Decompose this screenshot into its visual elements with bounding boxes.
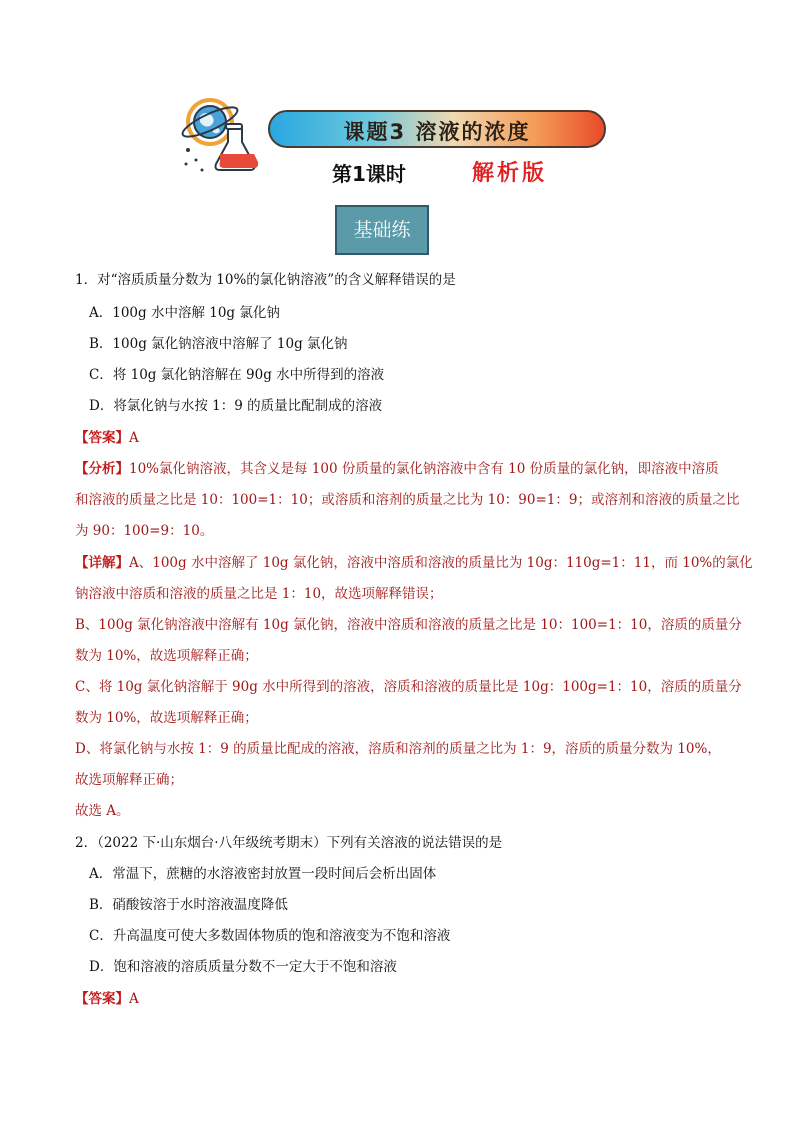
question-1-option-d: D．将氯化钠与水按 1：9 的质量比配制成的溶液	[89, 398, 383, 414]
question-2-stem: 2．（2022 下·山东烟台·八年级统考期末）下列有关溶液的说法错误的是	[75, 835, 503, 851]
question-1-option-a: A．100g 水中溶解 10g 氯化钠	[89, 305, 280, 321]
lesson-label: 第1课时	[332, 162, 406, 186]
question-1-analysis-line: 为 90：100=9：10。	[75, 523, 214, 539]
section-label-basic: 基础练	[335, 205, 429, 255]
question-1-option-c: C．将 10g 氯化钠溶解在 90g 水中所得到的溶液	[89, 367, 385, 383]
question-1-detail-line: D、将氯化钠与水按 1：9 的质量比配成的溶液，溶质和溶剂的质量之比为 1：9，溶质的质量分数为 10%，	[75, 741, 721, 757]
question-1-analysis-line	[75, 457, 719, 477]
question-1-detail-line: 故选项解释正确；	[75, 772, 183, 788]
detail-text: A、100g 水中溶解了 10g 氯化钠，溶液中溶质和溶液的质量比为 10g：110g=1：11，而 10%的氯化	[129, 555, 753, 571]
question-2-option-b: B．硝酸铵溶于水时溶液温度降低	[89, 897, 288, 913]
question-1-detail-line: B、100g 氯化钠溶液中溶解有 10g 氯化钠，溶液中溶质和溶液的质量之比是 10：100=1：10，溶质的质量分	[75, 617, 742, 633]
question-1-detail-line	[75, 551, 753, 571]
chemistry-logo-icon	[180, 90, 260, 180]
page-header	[180, 90, 620, 190]
question-2-option-a: A．常温下，蔗糖的水溶液密封放置一段时间后会析出固体	[89, 866, 437, 882]
question-1-option-b: B．100g 氯化钠溶液中溶解了 10g 氯化钠	[89, 336, 348, 352]
question-1-detail-line: 故选 A。	[75, 803, 130, 819]
question-2-option-d: D．饱和溶液的溶质质量分数不一定大于不饱和溶液	[89, 959, 397, 975]
analysis-tag: 【分析】	[75, 461, 129, 477]
question-1-detail-line: C、将 10g 氯化钠溶解于 90g 水中所得到的溶液，溶质和溶液的质量比是 10g：100g=1：10，溶质的质量分	[75, 679, 742, 695]
answer-value: A	[129, 430, 139, 446]
question-1-analysis-line: 和溶液的质量之比是 10：100=1：10；或溶质和溶剂的质量之比为 10：90=1：9；或溶剂和溶液的质量之比	[75, 492, 740, 508]
question-1-detail-line: 数为 10%，故选项解释正确；	[75, 648, 258, 664]
question-1-detail-line: 数为 10%，故选项解释正确；	[75, 710, 258, 726]
question-1-stem: 1．对“溶质质量分数为 10%的氯化钠溶液”的含义解释错误的是	[75, 272, 456, 288]
question-1-answer	[75, 426, 139, 446]
question-2-option-c: C．升高温度可使大多数固体物质的饱和溶液变为不饱和溶液	[89, 928, 451, 944]
detail-tag: 【详解】	[75, 555, 129, 571]
title-banner	[268, 110, 606, 148]
answer-tag: 【答案】	[75, 991, 129, 1007]
analysis-text: 10%氯化钠溶液，其含义是每 100 份质量的氯化钠溶液中含有 10 份质量的氯化钠，即溶液中溶质	[129, 461, 719, 477]
question-2-answer	[75, 987, 139, 1007]
page-title: 课题3 溶液的浓度	[343, 120, 531, 144]
answer-tag: 【答案】	[75, 430, 129, 446]
answer-value: A	[129, 991, 139, 1007]
version-label: 解析版	[472, 161, 548, 186]
question-1-detail-line: 钠溶液中溶质和溶液的质量之比是 1：10，故选项解释错误；	[75, 586, 443, 602]
